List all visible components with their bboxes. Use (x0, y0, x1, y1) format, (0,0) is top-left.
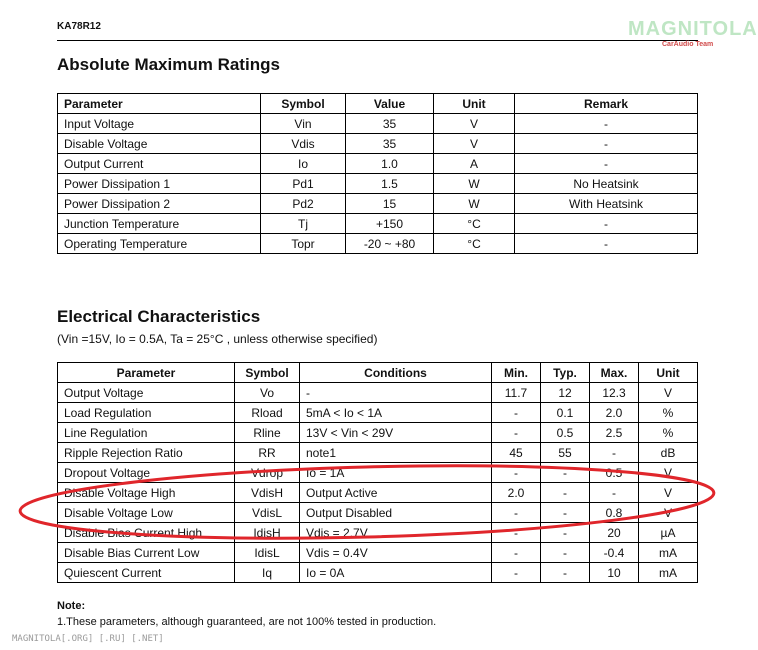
ec-cell: 5mA < Io < 1A (300, 403, 492, 423)
ec-cell: 0.1 (541, 403, 590, 423)
ec-cell: Vdis = 2.7V (300, 523, 492, 543)
amr-cell: Output Current (58, 154, 261, 174)
amr-cell: 15 (346, 194, 434, 214)
ec-cell: - (492, 523, 541, 543)
ec-cell: V (639, 383, 698, 403)
amr-cell: Disable Voltage (58, 134, 261, 154)
ec-header-conditions: Conditions (300, 363, 492, 383)
amr-cell: °C (434, 214, 515, 234)
footer-watermark: MAGNITOLA[.ORG] [.RU] [.NET] (12, 634, 164, 644)
ec-cell: Line Regulation (58, 423, 235, 443)
amr-title: Absolute Maximum Ratings (57, 55, 280, 74)
ec-header-typ: Typ. (541, 363, 590, 383)
ec-cell: 12.3 (590, 383, 639, 403)
amr-row (58, 194, 698, 214)
ec-cell: 0.5 (541, 423, 590, 443)
amr-row (58, 174, 698, 194)
ec-cell: mA (639, 543, 698, 563)
ec-cell: 20 (590, 523, 639, 543)
ec-test-conditions: (Vin =15V, Io = 0.5A, Ta = 25°C , unless otherwise specified) (57, 332, 378, 346)
amr-cell: Io (261, 154, 346, 174)
amr-cell: - (515, 134, 698, 154)
amr-cell: W (434, 174, 515, 194)
amr-cell: Input Voltage (58, 114, 261, 134)
ec-row (58, 503, 698, 523)
ec-header-unit: Unit (639, 363, 698, 383)
amr-cell: A (434, 154, 515, 174)
ec-header-symbol: Symbol (235, 363, 300, 383)
amr-cell: V (434, 114, 515, 134)
note-item: 1.These parameters, although guaranteed, are not 100% tested in production. (57, 616, 437, 628)
note-heading: Note: (57, 600, 86, 612)
ec-cell: IdisH (235, 523, 300, 543)
amr-cell: +150 (346, 214, 434, 234)
amr-header-unit: Unit (434, 94, 515, 114)
amr-body (58, 114, 698, 254)
ec-cell: - (541, 483, 590, 503)
amr-row (58, 114, 698, 134)
ec-cell: 55 (541, 443, 590, 463)
ec-cell: - (300, 383, 492, 403)
ec-cell: dB (639, 443, 698, 463)
ec-cell: Output Voltage (58, 383, 235, 403)
amr-cell: Junction Temperature (58, 214, 261, 234)
ec-cell: V (639, 503, 698, 523)
ec-cell: 10 (590, 563, 639, 583)
ec-cell: IdisL (235, 543, 300, 563)
ec-cell: 0.8 (590, 503, 639, 523)
amr-row (58, 154, 698, 174)
ec-cell: - (590, 483, 639, 503)
ec-cell: Iq (235, 563, 300, 583)
amr-cell: -20 ~ +80 (346, 234, 434, 254)
ec-cell: - (492, 503, 541, 523)
ec-cell: V (639, 463, 698, 483)
ec-cell: RR (235, 443, 300, 463)
ec-cell: Load Regulation (58, 403, 235, 423)
ec-cell: Io = 1A (300, 463, 492, 483)
ec-header-max: Max. (590, 363, 639, 383)
ec-row (58, 483, 698, 503)
ec-row (58, 543, 698, 563)
amr-cell: Pd1 (261, 174, 346, 194)
amr-cell: Topr (261, 234, 346, 254)
ec-cell: Vo (235, 383, 300, 403)
amr-cell: Power Dissipation 2 (58, 194, 261, 214)
ec-cell: Vdis = 0.4V (300, 543, 492, 563)
ec-cell: Disable Voltage Low (58, 503, 235, 523)
amr-cell: °C (434, 234, 515, 254)
amr-table (57, 93, 698, 254)
amr-cell: 35 (346, 134, 434, 154)
ec-cell: 2.0 (590, 403, 639, 423)
amr-cell: - (515, 214, 698, 234)
amr-cell: With Heatsink (515, 194, 698, 214)
ec-cell: Disable Bias Current High (58, 523, 235, 543)
ec-header-min: Min. (492, 363, 541, 383)
amr-cell: Power Dissipation 1 (58, 174, 261, 194)
ec-cell: 45 (492, 443, 541, 463)
amr-row (58, 234, 698, 254)
ec-cell: 12 (541, 383, 590, 403)
ec-cell: - (541, 523, 590, 543)
ec-cell: Rline (235, 423, 300, 443)
header-rule (57, 40, 698, 41)
amr-cell: Tj (261, 214, 346, 234)
ec-row (58, 563, 698, 583)
ec-cell: - (492, 563, 541, 583)
amr-cell: Operating Temperature (58, 234, 261, 254)
amr-cell: 1.5 (346, 174, 434, 194)
ec-row (58, 423, 698, 443)
ec-cell: Vdrop (235, 463, 300, 483)
ec-cell: Disable Voltage High (58, 483, 235, 503)
amr-cell: V (434, 134, 515, 154)
ec-cell: -0.4 (590, 543, 639, 563)
amr-header-parameter: Parameter (58, 94, 261, 114)
ec-cell: Disable Bias Current Low (58, 543, 235, 563)
ec-cell: 2.0 (492, 483, 541, 503)
ec-cell: 11.7 (492, 383, 541, 403)
ec-cell: 0.5 (590, 463, 639, 483)
amr-cell: No Heatsink (515, 174, 698, 194)
ec-cell: 2.5 (590, 423, 639, 443)
ec-cell: µA (639, 523, 698, 543)
amr-cell: Vdis (261, 134, 346, 154)
amr-cell: Vin (261, 114, 346, 134)
ec-cell: Ripple Rejection Ratio (58, 443, 235, 463)
ec-cell: VdisH (235, 483, 300, 503)
part-number: KA78R12 (57, 21, 101, 32)
amr-row (58, 134, 698, 154)
ec-cell: - (492, 543, 541, 563)
watermark-subtitle: CarAudio Team (662, 41, 714, 48)
ec-cell: Io = 0A (300, 563, 492, 583)
ec-header-parameter: Parameter (58, 363, 235, 383)
ec-cell: Output Active (300, 483, 492, 503)
amr-header-symbol: Symbol (261, 94, 346, 114)
ec-cell: - (590, 443, 639, 463)
ec-row (58, 463, 698, 483)
amr-cell: W (434, 194, 515, 214)
ec-cell: Dropout Voltage (58, 463, 235, 483)
amr-cell: 35 (346, 114, 434, 134)
ec-row (58, 383, 698, 403)
ec-row (58, 403, 698, 423)
ec-cell: Rload (235, 403, 300, 423)
ec-cell: - (541, 463, 590, 483)
ec-cell: Quiescent Current (58, 563, 235, 583)
ec-body (58, 383, 698, 583)
amr-header-remark: Remark (515, 94, 698, 114)
amr-row (58, 214, 698, 234)
ec-cell: 13V < Vin < 29V (300, 423, 492, 443)
amr-cell: - (515, 154, 698, 174)
ec-cell: - (541, 543, 590, 563)
watermark-logo: MAGNITOLA (628, 18, 758, 40)
ec-cell: % (639, 423, 698, 443)
ec-cell: VdisL (235, 503, 300, 523)
ec-cell: V (639, 483, 698, 503)
ec-table (57, 362, 698, 583)
ec-cell: - (541, 503, 590, 523)
ec-cell: - (492, 403, 541, 423)
ec-cell: Output Disabled (300, 503, 492, 523)
ec-cell: - (541, 563, 590, 583)
ec-cell: note1 (300, 443, 492, 463)
ec-cell: - (492, 463, 541, 483)
ec-cell: mA (639, 563, 698, 583)
ec-title: Electrical Characteristics (57, 307, 261, 326)
amr-cell: Pd2 (261, 194, 346, 214)
amr-cell: - (515, 234, 698, 254)
ec-cell: % (639, 403, 698, 423)
amr-cell: - (515, 114, 698, 134)
ec-row (58, 523, 698, 543)
amr-header-value: Value (346, 94, 434, 114)
amr-cell: 1.0 (346, 154, 434, 174)
ec-row (58, 443, 698, 463)
ec-cell: - (492, 423, 541, 443)
